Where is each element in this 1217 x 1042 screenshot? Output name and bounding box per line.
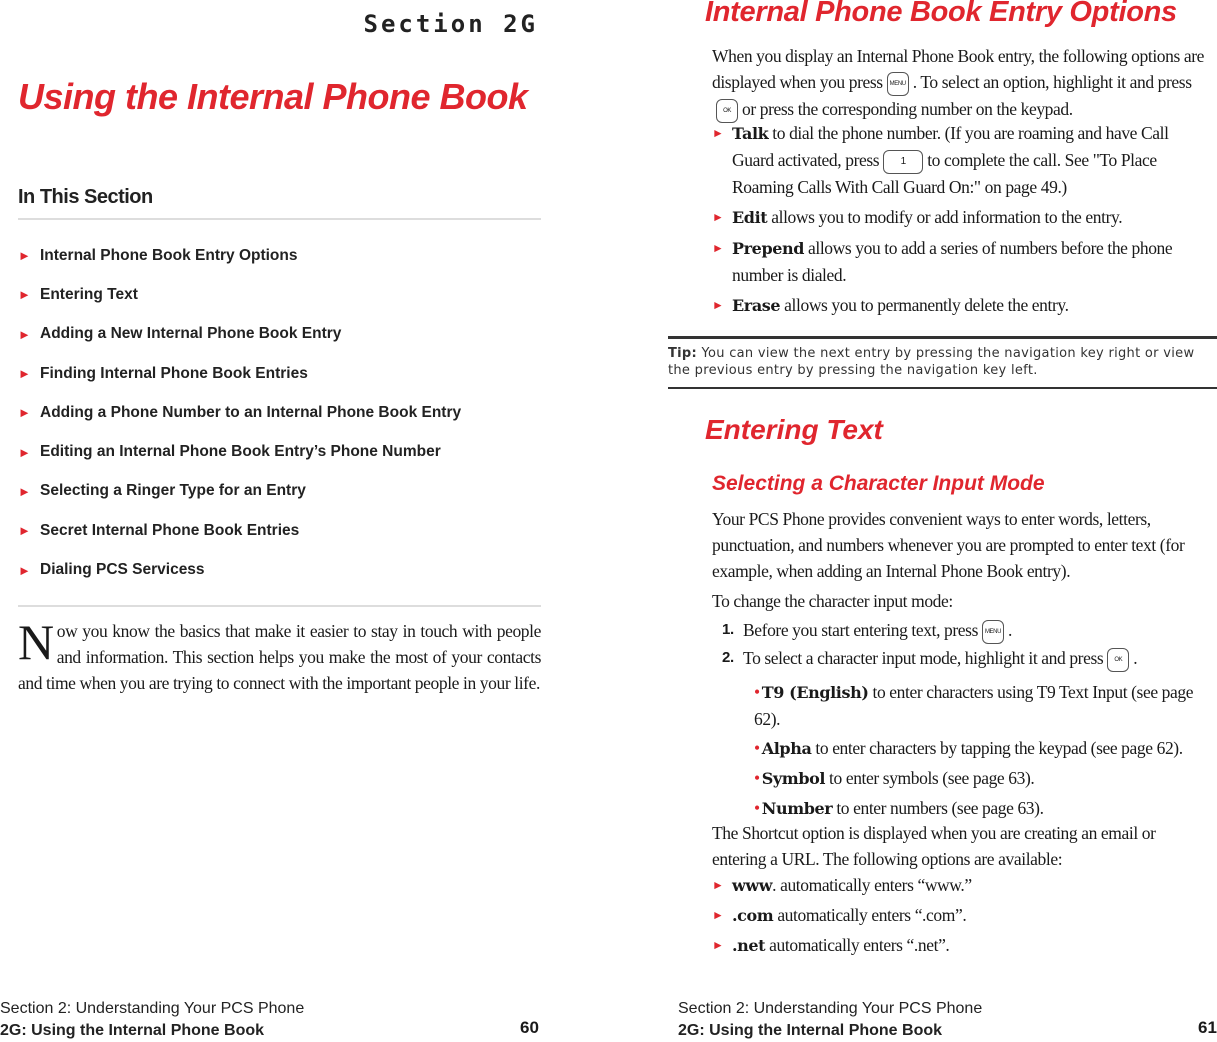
triangle-right-icon: ► xyxy=(18,248,31,264)
triangle-right-icon: ► xyxy=(18,444,31,460)
toc-item[interactable]: ► Internal Phone Book Entry Options xyxy=(18,246,298,264)
list-item: ► Edit allows you to modify or add information to the entry. xyxy=(712,204,1212,231)
footer xyxy=(0,998,304,1042)
toc-item[interactable]: ► Secret Internal Phone Book Entries xyxy=(18,521,300,539)
divider xyxy=(18,218,541,220)
triangle-right-icon: ► xyxy=(18,562,31,578)
list-item: ► Prepend allows you to add a series of numbers before the phone number is dialed. xyxy=(712,235,1212,288)
footer-subsection: 2G: Using the Internal Phone Book xyxy=(678,1022,943,1039)
tip-box: Tip: You can view the next entry by pressing the navigation key right or view the previous entry by pressing the navigation key left. xyxy=(668,336,1217,389)
heading-entering-text: Entering Text xyxy=(705,414,883,445)
heading-input-mode: Selecting a Character Input Mode xyxy=(712,472,1045,495)
menu-key-icon: MENU xyxy=(887,72,909,96)
toc-item[interactable]: ► Adding a Phone Number to an Internal Phone Book Entry xyxy=(18,403,462,421)
list-item: ► .net automatically enters “.net”. xyxy=(712,932,1212,959)
steps-list xyxy=(712,616,1212,672)
right-page xyxy=(668,0,1217,1039)
triangle-right-icon: ► xyxy=(712,878,724,892)
one-key-icon: 1 xyxy=(883,150,923,174)
triangle-right-icon: ► xyxy=(18,405,31,421)
page-number: 61 xyxy=(1198,1018,1217,1037)
list-item: ► Erase allows you to permanently delete the entry. xyxy=(712,292,1212,319)
footer xyxy=(678,998,982,1042)
triangle-right-icon: ► xyxy=(712,209,724,224)
list-item: ► www. automatically enters “www.” xyxy=(712,872,1212,899)
toc-item[interactable]: ► Adding a New Internal Phone Book Entry xyxy=(18,325,342,343)
heading-entry-options: Internal Phone Book Entry Options xyxy=(705,0,1177,28)
section-label: Section 2G xyxy=(363,10,538,38)
menu-key-icon: MENU xyxy=(982,620,1004,644)
list-item: • Symbol to enter symbols (see page 63). xyxy=(754,768,1035,788)
toc-item[interactable]: ► Dialing PCS Servicess xyxy=(18,561,205,579)
shortcuts-list xyxy=(712,872,1212,959)
intro-paragraph: Now you know the basics that make it easier to stay in touch with people and information. This section helps you make the most of your contacts and time when you are trying to connect with the important people in your life. xyxy=(18,614,541,693)
paragraph: To change the character input mode: xyxy=(712,591,953,611)
triangle-right-icon: ► xyxy=(18,483,31,499)
footer-section: Section 2: Understanding Your PCS Phone xyxy=(678,1000,983,1017)
triangle-right-icon: ► xyxy=(712,297,724,312)
triangle-right-icon: ► xyxy=(712,938,724,952)
divider xyxy=(18,605,541,607)
step-item: 2. To select a character input mode, highlight it and press OK . xyxy=(712,644,1212,672)
modes-list xyxy=(754,679,1216,825)
triangle-right-icon: ► xyxy=(712,240,724,255)
toc-item[interactable]: ► Entering Text xyxy=(18,285,138,303)
toc-item[interactable]: ► Finding Internal Phone Book Entries xyxy=(18,364,308,382)
toc-item[interactable]: ► Selecting a Ringer Type for an Entry xyxy=(18,482,306,500)
ok-key-icon: OK xyxy=(1107,648,1129,672)
step-item: 1. Before you start entering text, press MENU . xyxy=(712,616,1212,644)
footer-subsection: 2G: Using the Internal Phone Book xyxy=(0,1022,265,1039)
page-title: Using the Internal Phone Book xyxy=(18,76,528,117)
paragraph: When you display an Internal Phone Book entry, the following options are displayed when you press MENU . To select an option, highlight it and pressOK or press the corresponding number on the keypad. xyxy=(712,43,1212,123)
triangle-right-icon: ► xyxy=(712,126,724,140)
triangle-right-icon: ► xyxy=(18,523,31,539)
list-item: ► .com automatically enters “.com”. xyxy=(712,902,1212,929)
toc-list xyxy=(18,236,461,590)
paragraph: The Shortcut option is displayed when you are creating an email or entering a URL. The following options are available: xyxy=(712,823,1156,869)
options-list xyxy=(712,120,1212,319)
page-number: 60 xyxy=(520,1018,539,1037)
list-item: • T9 (English) to enter characters using T9 Text Input (see page 62). xyxy=(754,682,1194,729)
paragraph: Your PCS Phone provides convenient ways to enter words, letters, punctuation, and numbers whenever you are prompted to enter text (for example, when adding an Internal Phone Book entry). xyxy=(712,509,1185,581)
list-item: ► Talk to dial the phone number. (If you are roaming and have Call Guard activated, press 1 to complete the call. See "To Place Roaming Calls With Call Guard On:" on page 49.) xyxy=(712,120,1212,200)
ok-key-icon: OK xyxy=(716,99,738,123)
left-page xyxy=(0,0,560,1039)
drop-cap: N xyxy=(18,614,54,670)
footer-section: Section 2: Understanding Your PCS Phone xyxy=(0,1000,305,1017)
in-this-section-heading: In This Section xyxy=(18,186,153,208)
triangle-right-icon: ► xyxy=(18,326,31,342)
toc-item[interactable]: ► Editing an Internal Phone Book Entry’s Phone Number xyxy=(18,443,441,461)
triangle-right-icon: ► xyxy=(712,908,724,922)
list-item: • Alpha to enter characters by tapping the keypad (see page 62). xyxy=(754,738,1183,758)
triangle-right-icon: ► xyxy=(18,287,31,303)
list-item: • Number to enter numbers (see page 63). xyxy=(754,798,1044,818)
triangle-right-icon: ► xyxy=(18,366,31,382)
